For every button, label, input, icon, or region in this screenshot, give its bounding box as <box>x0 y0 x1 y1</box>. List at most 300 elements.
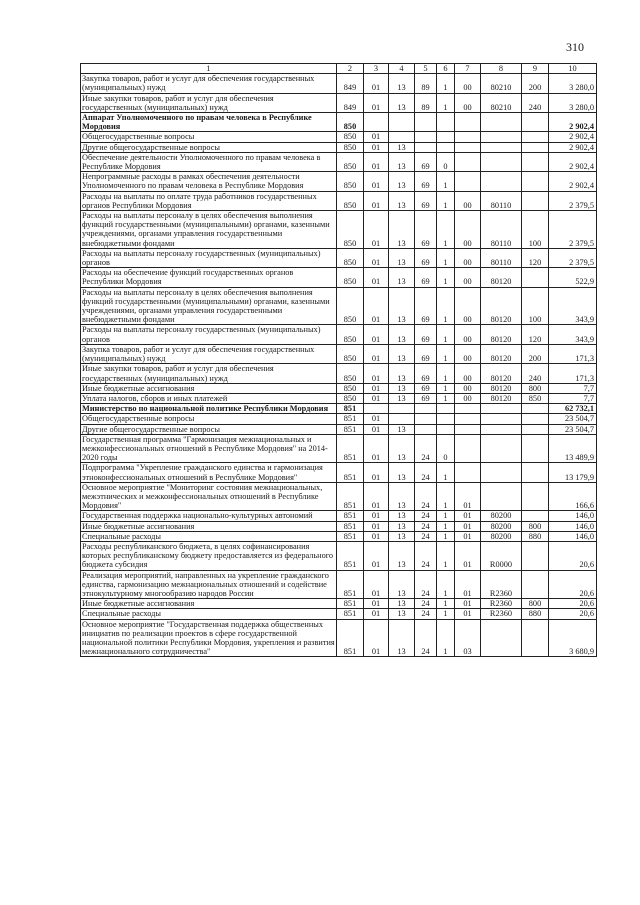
row-subsection: 13 <box>389 619 415 657</box>
row-section: 01 <box>364 211 389 249</box>
row-program <box>415 113 437 132</box>
row-section: 01 <box>364 609 389 619</box>
row-section: 01 <box>364 287 389 325</box>
table-row <box>81 325 597 344</box>
row-section: 01 <box>364 424 389 434</box>
row-name: Специальные расходы <box>81 609 337 619</box>
row-code: 851 <box>337 570 364 599</box>
row-expense-type <box>522 152 549 171</box>
row-event: 03 <box>455 619 481 657</box>
row-amount: 3 280,0 <box>549 93 597 112</box>
row-direction: 80110 <box>481 211 522 249</box>
row-amount: 13 179,9 <box>549 463 597 482</box>
row-subprogram: 1 <box>437 570 455 599</box>
header-cell: 7 <box>455 64 481 74</box>
row-subsection <box>389 132 415 142</box>
row-subsection: 13 <box>389 248 415 267</box>
row-direction: 80120 <box>481 268 522 287</box>
row-section: 01 <box>364 521 389 531</box>
row-code: 850 <box>337 383 364 393</box>
row-expense-type: 240 <box>522 364 549 383</box>
table-row <box>81 132 597 142</box>
row-subprogram <box>437 113 455 132</box>
row-subprogram: 1 <box>437 511 455 521</box>
row-expense-type <box>522 142 549 152</box>
row-amount: 343,9 <box>549 325 597 344</box>
row-subprogram: 1 <box>437 93 455 112</box>
row-event: 00 <box>455 211 481 249</box>
row-subsection: 13 <box>389 424 415 434</box>
row-event: 00 <box>455 325 481 344</box>
row-program: 69 <box>415 172 437 191</box>
row-name: Общегосударственные вопросы <box>81 132 337 142</box>
row-section: 01 <box>364 248 389 267</box>
row-section: 01 <box>364 434 389 463</box>
row-event: 01 <box>455 521 481 531</box>
row-program: 69 <box>415 344 437 363</box>
row-subsection: 13 <box>389 287 415 325</box>
row-program: 89 <box>415 93 437 112</box>
row-amount: 20,6 <box>549 570 597 599</box>
row-code: 850 <box>337 325 364 344</box>
row-program: 24 <box>415 531 437 541</box>
row-direction <box>481 434 522 463</box>
row-amount: 146,0 <box>549 531 597 541</box>
row-amount: 23 504,7 <box>549 424 597 434</box>
row-program <box>415 424 437 434</box>
row-subsection: 13 <box>389 142 415 152</box>
row-subprogram <box>437 424 455 434</box>
row-event <box>455 132 481 142</box>
row-code: 850 <box>337 211 364 249</box>
row-subprogram: 1 <box>437 609 455 619</box>
row-subsection: 13 <box>389 541 415 570</box>
row-subprogram: 1 <box>437 191 455 210</box>
table-row <box>81 463 597 482</box>
row-name: Расходы на выплаты персоналу государственных (муниципальных) органов <box>81 325 337 344</box>
row-code: 851 <box>337 511 364 521</box>
row-section: 01 <box>364 142 389 152</box>
row-event: 00 <box>455 364 481 383</box>
row-direction <box>481 404 522 414</box>
row-section: 01 <box>364 541 389 570</box>
row-subsection: 13 <box>389 211 415 249</box>
row-direction: 80120 <box>481 344 522 363</box>
table-row <box>81 521 597 531</box>
row-amount: 20,6 <box>549 599 597 609</box>
row-name: Расходы на выплаты персоналу государственных (муниципальных) органов <box>81 248 337 267</box>
row-code: 851 <box>337 521 364 531</box>
row-expense-type: 880 <box>522 531 549 541</box>
row-expense-type: 120 <box>522 325 549 344</box>
row-name: Подпрограмма "Укрепление гражданского единства и гармонизация этноконфессиональных отношений в Республике Мордовия" <box>81 463 337 482</box>
table-row <box>81 482 597 511</box>
row-amount: 2 902,4 <box>549 113 597 132</box>
row-expense-type: 240 <box>522 93 549 112</box>
row-direction: 80200 <box>481 531 522 541</box>
row-direction: 80120 <box>481 383 522 393</box>
row-amount: 522,9 <box>549 268 597 287</box>
row-direction <box>481 132 522 142</box>
row-event: 01 <box>455 570 481 599</box>
row-code: 851 <box>337 424 364 434</box>
row-section: 01 <box>364 482 389 511</box>
row-amount: 7,7 <box>549 393 597 403</box>
row-program: 69 <box>415 364 437 383</box>
row-direction <box>481 152 522 171</box>
row-code: 851 <box>337 463 364 482</box>
row-name: Министерство по национальной политике Республики Мордовия <box>81 404 337 414</box>
row-name: Специальные расходы <box>81 531 337 541</box>
row-subsection: 13 <box>389 172 415 191</box>
row-direction <box>481 619 522 657</box>
row-subprogram <box>437 132 455 142</box>
row-event <box>455 172 481 191</box>
row-subprogram: 1 <box>437 248 455 267</box>
row-expense-type <box>522 414 549 424</box>
row-code: 849 <box>337 93 364 112</box>
row-amount: 2 902,4 <box>549 142 597 152</box>
table-row <box>81 414 597 424</box>
row-subprogram: 1 <box>437 325 455 344</box>
row-direction <box>481 172 522 191</box>
header-cell: 4 <box>389 64 415 74</box>
row-section: 01 <box>364 619 389 657</box>
row-event: 01 <box>455 609 481 619</box>
row-subprogram: 1 <box>437 287 455 325</box>
row-expense-type <box>522 172 549 191</box>
row-section <box>364 404 389 414</box>
row-subsection <box>389 414 415 424</box>
row-code: 849 <box>337 74 364 93</box>
row-amount: 2 379,5 <box>549 248 597 267</box>
row-direction: 80120 <box>481 287 522 325</box>
row-event <box>455 424 481 434</box>
row-direction <box>481 463 522 482</box>
row-expense-type <box>522 191 549 210</box>
row-subsection: 13 <box>389 74 415 93</box>
row-code: 850 <box>337 191 364 210</box>
row-program: 24 <box>415 609 437 619</box>
header-cell: 6 <box>437 64 455 74</box>
row-code: 850 <box>337 113 364 132</box>
row-expense-type <box>522 463 549 482</box>
page-number: 310 <box>566 40 584 54</box>
row-code: 851 <box>337 599 364 609</box>
row-section: 01 <box>364 364 389 383</box>
row-subsection <box>389 404 415 414</box>
row-expense-type <box>522 570 549 599</box>
row-subsection: 13 <box>389 599 415 609</box>
table-row <box>81 434 597 463</box>
row-amount: 3 680,9 <box>549 619 597 657</box>
row-event: 00 <box>455 268 481 287</box>
row-amount: 62 732,1 <box>549 404 597 414</box>
row-program: 24 <box>415 570 437 599</box>
table-row <box>81 211 597 249</box>
row-name: Государственная поддержка национально-культурных автономий <box>81 511 337 521</box>
row-expense-type: 880 <box>522 609 549 619</box>
header-cell: 5 <box>415 64 437 74</box>
row-subprogram: 1 <box>437 619 455 657</box>
row-subsection: 13 <box>389 511 415 521</box>
row-subsection: 13 <box>389 393 415 403</box>
row-expense-type <box>522 132 549 142</box>
row-code: 851 <box>337 414 364 424</box>
row-name: Общегосударственные вопросы <box>81 414 337 424</box>
row-event: 00 <box>455 344 481 363</box>
row-event: 00 <box>455 93 481 112</box>
row-subprogram: 1 <box>437 172 455 191</box>
row-program: 69 <box>415 268 437 287</box>
row-name: Расходы республиканского бюджета, в целях софинансирования которых республиканскому бюджету предоставляется из федерального бюджета субсидия <box>81 541 337 570</box>
row-code: 851 <box>337 404 364 414</box>
row-code: 850 <box>337 172 364 191</box>
header-cell: 1 <box>81 64 337 74</box>
row-subprogram: 1 <box>437 482 455 511</box>
header-cell: 3 <box>364 64 389 74</box>
table-row <box>81 609 597 619</box>
row-name: Расходы на выплаты персоналу в целях обеспечения выполнения функций государственными (муниципальными) органами, казенными учреждениями, органами управления государственными внебюджетными фондами <box>81 211 337 249</box>
row-expense-type: 200 <box>522 344 549 363</box>
row-subsection: 13 <box>389 152 415 171</box>
row-event: 00 <box>455 248 481 267</box>
row-name: Иные бюджетные ассигнования <box>81 383 337 393</box>
row-program <box>415 414 437 424</box>
table-row <box>81 113 597 132</box>
row-code: 851 <box>337 609 364 619</box>
row-expense-type <box>522 541 549 570</box>
table-row <box>81 531 597 541</box>
row-event: 01 <box>455 599 481 609</box>
row-section: 01 <box>364 325 389 344</box>
row-section: 01 <box>364 172 389 191</box>
row-program: 24 <box>415 434 437 463</box>
row-subprogram <box>437 142 455 152</box>
row-code: 850 <box>337 142 364 152</box>
row-expense-type <box>522 268 549 287</box>
table-row <box>81 142 597 152</box>
row-name: Иные бюджетные ассигнования <box>81 599 337 609</box>
row-event <box>455 404 481 414</box>
row-expense-type: 120 <box>522 248 549 267</box>
row-event <box>455 434 481 463</box>
row-amount: 171,3 <box>549 364 597 383</box>
row-section: 01 <box>364 463 389 482</box>
row-section: 01 <box>364 344 389 363</box>
row-subsection: 13 <box>389 531 415 541</box>
row-program <box>415 142 437 152</box>
row-section: 01 <box>364 383 389 393</box>
row-amount: 146,0 <box>549 511 597 521</box>
row-name: Основное мероприятие "Государственная поддержка общественных инициатив по реализации проектов в сфере государственной национальной политики Республики Мордовия, укрепления и развития межнационального сотрудничества" <box>82 619 335 657</box>
row-subsection: 13 <box>389 463 415 482</box>
header-cell: 8 <box>481 64 522 74</box>
row-code: 851 <box>337 531 364 541</box>
table-row <box>81 570 597 599</box>
row-event: 01 <box>455 541 481 570</box>
row-direction: 80110 <box>481 191 522 210</box>
table-row <box>81 364 597 383</box>
row-subsection: 13 <box>389 191 415 210</box>
row-name: Закупка товаров, работ и услуг для обеспечения государственных (муниципальных) нужд <box>81 344 337 363</box>
row-amount: 3 280,0 <box>549 74 597 93</box>
row-amount: 146,0 <box>549 521 597 531</box>
row-direction: 80210 <box>481 93 522 112</box>
row-name: Иные закупки товаров, работ и услуг для обеспечения государственных (муниципальных) нужд <box>81 93 337 112</box>
row-amount: 20,6 <box>549 609 597 619</box>
row-subprogram <box>437 414 455 424</box>
row-direction: R2360 <box>481 599 522 609</box>
row-code: 850 <box>337 393 364 403</box>
table-row <box>81 74 597 93</box>
row-subprogram: 1 <box>437 74 455 93</box>
row-section: 01 <box>364 531 389 541</box>
row-expense-type <box>522 619 549 657</box>
row-expense-type: 100 <box>522 211 549 249</box>
row-program: 69 <box>415 383 437 393</box>
row-subprogram: 0 <box>437 152 455 171</box>
row-program: 69 <box>415 393 437 403</box>
row-name: Расходы на обеспечение функций государственных органов Республики Мордовия <box>81 268 337 287</box>
table-row <box>81 424 597 434</box>
row-expense-type <box>522 424 549 434</box>
row-event <box>455 152 481 171</box>
row-subsection: 13 <box>389 521 415 531</box>
row-subprogram: 1 <box>437 383 455 393</box>
row-amount: 2 379,5 <box>549 191 597 210</box>
row-code: 851 <box>337 619 364 657</box>
row-subsection: 13 <box>389 93 415 112</box>
row-amount: 23 504,7 <box>549 414 597 424</box>
header-cell: 9 <box>522 64 549 74</box>
row-expense-type: 200 <box>522 74 549 93</box>
row-section: 01 <box>364 191 389 210</box>
budget-table <box>80 63 597 657</box>
row-event: 00 <box>455 287 481 325</box>
row-subsection: 13 <box>389 344 415 363</box>
table-row <box>81 287 597 325</box>
row-event <box>455 463 481 482</box>
row-name: Обеспечение деятельности Уполномоченного по правам человека в Республике Мордовия <box>81 152 337 171</box>
row-section: 01 <box>364 93 389 112</box>
row-amount: 343,9 <box>549 287 597 325</box>
row-code: 850 <box>337 248 364 267</box>
row-section: 01 <box>364 268 389 287</box>
row-program <box>415 132 437 142</box>
row-program: 69 <box>415 211 437 249</box>
row-direction: 80120 <box>481 325 522 344</box>
row-program: 24 <box>415 599 437 609</box>
row-section: 01 <box>364 74 389 93</box>
row-program: 89 <box>415 74 437 93</box>
row-name: Непрограммные расходы в рамках обеспечения деятельности Уполномоченного по правам человека в Республике Мордовия <box>81 172 337 191</box>
row-name: Уплата налогов, сборов и иных платежей <box>81 393 337 403</box>
table-row <box>81 383 597 393</box>
row-program: 24 <box>415 482 437 511</box>
row-subsection: 13 <box>389 325 415 344</box>
row-subsection: 13 <box>389 383 415 393</box>
row-direction: 80120 <box>481 364 522 383</box>
row-section: 01 <box>364 132 389 142</box>
row-program: 69 <box>415 248 437 267</box>
row-event <box>455 113 481 132</box>
row-name: Другие общегосударственные вопросы <box>81 424 337 434</box>
table-row <box>81 172 597 191</box>
row-code: 850 <box>337 287 364 325</box>
row-section: 01 <box>364 511 389 521</box>
row-amount: 2 902,4 <box>549 172 597 191</box>
row-program: 24 <box>415 521 437 531</box>
header-row <box>81 64 597 74</box>
row-expense-type: 100 <box>522 287 549 325</box>
row-program: 69 <box>415 325 437 344</box>
row-name: Аппарат Уполномоченного по правам человека в Республике Мордовия <box>81 113 337 132</box>
row-amount: 7,7 <box>549 383 597 393</box>
row-subsection: 13 <box>389 434 415 463</box>
row-amount: 166,6 <box>549 482 597 511</box>
row-direction: 80210 <box>481 74 522 93</box>
row-subprogram: 1 <box>437 393 455 403</box>
row-program: 24 <box>415 511 437 521</box>
row-subprogram: 1 <box>437 599 455 609</box>
table-row <box>81 344 597 363</box>
row-section: 01 <box>364 152 389 171</box>
row-code: 850 <box>337 132 364 142</box>
row-expense-type: 850 <box>522 393 549 403</box>
row-amount: 2 902,4 <box>549 132 597 142</box>
row-direction <box>481 113 522 132</box>
row-amount: 20,6 <box>549 541 597 570</box>
row-program: 69 <box>415 152 437 171</box>
row-event: 01 <box>455 511 481 521</box>
row-code: 851 <box>337 541 364 570</box>
row-code: 850 <box>337 364 364 383</box>
table-row <box>81 93 597 112</box>
header-cell: 10 <box>549 64 597 74</box>
row-direction: 80110 <box>481 248 522 267</box>
row-direction: 80120 <box>481 393 522 403</box>
row-subsection <box>389 113 415 132</box>
row-subsection: 13 <box>389 570 415 599</box>
row-amount: 171,3 <box>549 344 597 363</box>
row-event <box>455 414 481 424</box>
row-name: Основное мероприятие "Мониторинг состояния межнациональных, межэтнических и межконфессиональных отношений в Республике Мордовия" <box>81 482 337 511</box>
row-direction: 80200 <box>481 521 522 531</box>
table-row <box>81 511 597 521</box>
row-subsection: 13 <box>389 364 415 383</box>
row-name: Расходы на выплаты по оплате труда работников государственных органов Республики Мордовия <box>81 191 337 210</box>
row-direction <box>481 482 522 511</box>
row-program: 24 <box>415 619 437 657</box>
table-row <box>81 619 597 657</box>
row-amount: 2 902,4 <box>549 152 597 171</box>
row-amount: 13 489,9 <box>549 434 597 463</box>
row-expense-type <box>522 113 549 132</box>
row-subprogram <box>437 404 455 414</box>
row-name: Иные бюджетные ассигнования <box>81 521 337 531</box>
row-subsection: 13 <box>389 268 415 287</box>
row-expense-type: 800 <box>522 599 549 609</box>
row-expense-type <box>522 482 549 511</box>
row-code: 850 <box>337 268 364 287</box>
row-subprogram: 0 <box>437 434 455 463</box>
table-row <box>81 268 597 287</box>
row-subprogram: 1 <box>437 541 455 570</box>
row-direction <box>481 142 522 152</box>
row-section <box>364 113 389 132</box>
table-row <box>81 248 597 267</box>
